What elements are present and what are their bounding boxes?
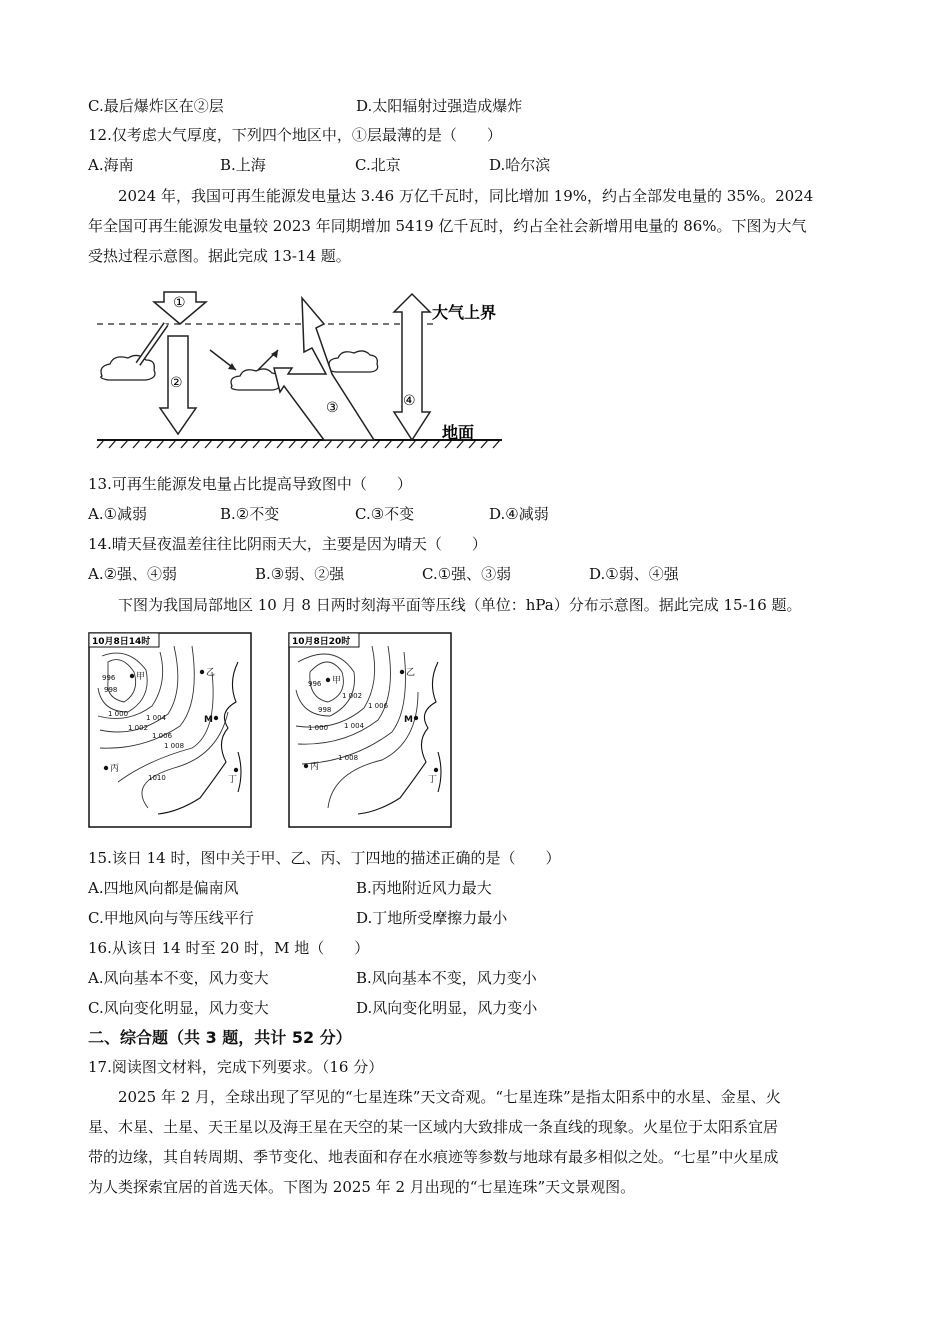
place-label: 丁 [228,775,238,785]
isobar-label: 1 004 [344,722,365,730]
q17-paragraph-line1: 2025 年 2 月，全球出现了罕见的“七星连珠”天文奇观。“七星连珠”是指太阳系中的水星、金星、火 [118,1088,781,1106]
q17-paragraph-line3: 带的边缘，其自转周期、季节变化、地表面和存在水痕迹等参数与地球有最多相似之处。“七星”中火星成 [88,1148,779,1166]
q17-stem: 17.阅读图文材料，完成下列要求。（16 分） [88,1058,384,1076]
q17-paragraph-line2: 星、木星、土星、天王星以及海王星在天空的某一区域内大致排成一条直线的现象。火星位于太阳系宜居 [88,1118,779,1136]
isobar-label: 998 [104,686,118,694]
isobar-label: 1 008 [338,754,359,762]
q11-option-d: D.太阳辐射过强造成爆炸 [356,97,523,115]
q12-stem: 12.仅考虑大气厚度，下列四个地区中，①层最薄的是（ ） [88,126,502,144]
mark-1: ① [173,295,186,311]
place-label: M [204,715,213,725]
atmospheric-counter-radiation-arrow [394,294,430,440]
q15-option-a: A.四地风向都是偏南风 [88,879,239,897]
q12-option-a: A.海南 [88,156,134,174]
place-label: 乙 [406,668,416,678]
q16-stem: 16.从该日 14 时至 20 时，M 地（ ） [88,939,370,957]
isobar-label: 1010 [148,774,166,782]
q15-option-c: C.甲地风向与等压线平行 [88,909,254,927]
isobar-label: 1 000 [108,710,129,718]
q14-option-a: A.②强、④弱 [88,565,178,583]
q12-option-c: C.北京 [355,156,401,174]
q13-stem: 13.可再生能源发电量占比提高导致图中（ ） [88,475,412,493]
passage1-line1: 2024 年，我国可再生能源发电量达 3.46 万亿千瓦时，同比增加 19%，约占全部发电量的 35%。2024 [118,187,814,205]
place-label: 甲 [332,676,342,686]
q16-option-a: A.风向基本不变，风力变大 [88,969,269,987]
mark-3: ③ [326,400,339,416]
passage2-line1: 下图为我国局部地区 10 月 8 日两时刻海平面等压线（单位：hPa）分布示意图。据此完成 15-16 题。 [118,596,802,614]
isobar-label: 1 004 [146,714,167,722]
place-label: 丁 [428,775,438,785]
mark-2: ② [170,375,183,391]
mark-4: ④ [403,393,416,409]
q16-option-d: D.风向变化明显，风力变小 [356,999,538,1017]
q13-option-c: C.③不变 [355,505,415,523]
isobar-label: 996 [102,674,116,682]
q11-option-c: C.最后爆炸区在②层 [88,97,224,115]
q15-option-b: B.丙地附近风力最大 [356,879,492,897]
cloud-icon [231,369,280,390]
isobar-label: 1 002 [342,692,363,700]
cloud-icon [329,351,378,372]
isobar-label: 998 [318,706,332,714]
passage1-line3: 受热过程示意图。据此完成 13-14 题。 [88,247,351,265]
q17-paragraph-line4: 为人类探索宜居的首选天体。下图为 2025 年 2 月出现的“七星连珠”天文景观图。 [88,1178,636,1196]
isobar-label: 1 006 [368,702,389,710]
q14-option-c: C.①强、③弱 [422,565,512,583]
passage1-line2: 年全国可再生能源发电量较 2023 年同期增加 5419 亿千瓦时，约占全社会新增用电量的 86%。下图为大气 [88,217,807,235]
isobar-label: 996 [308,680,322,688]
q13-option-b: B.②不变 [220,505,280,523]
q12-option-d: D.哈尔滨 [489,156,551,174]
q14-option-b: B.③弱、②强 [255,565,345,583]
map2-title: 10月8日20时 [292,637,351,647]
place-label: M [404,715,413,725]
place-label: 乙 [206,668,216,678]
q16-option-b: B.风向基本不变，风力变小 [356,969,537,987]
cloud-icon [101,355,155,380]
q13-option-d: D.④减弱 [489,505,549,523]
q15-option-d: D.丁地所受摩擦力最小 [356,909,508,927]
q13-option-a: A.①减弱 [88,505,148,523]
isobar-label: 1 006 [152,732,173,740]
atmosphere-heating-diagram [92,290,522,450]
q14-stem: 14.晴天昼夜温差往往比阴雨天大，主要是因为晴天（ ） [88,535,487,553]
place-label: 丙 [110,764,120,774]
isobar-map-20h [288,632,452,828]
place-label: 甲 [136,672,146,682]
isobar-map-14h [88,632,252,828]
isobar-label: 1 008 [164,742,185,750]
section-heading: 二、综合题（共 3 题，共计 52 分） [88,1028,352,1047]
isobar-label: 1 002 [128,724,149,732]
q14-option-d: D.①弱、④强 [589,565,679,583]
map1-title: 10月8日14时 [92,637,151,647]
isobar-label: 1 000 [308,724,329,732]
q15-stem: 15.该日 14 时，图中关于甲、乙、丙、丁四地的描述正确的是（ ） [88,849,561,867]
ground-label: 地面 [442,423,475,442]
place-label: 丙 [310,762,320,772]
q16-option-c: C.风向变化明显，风力变大 [88,999,269,1017]
q12-option-b: B.上海 [220,156,266,174]
top-of-atmosphere-label: 大气上界 [432,303,497,322]
